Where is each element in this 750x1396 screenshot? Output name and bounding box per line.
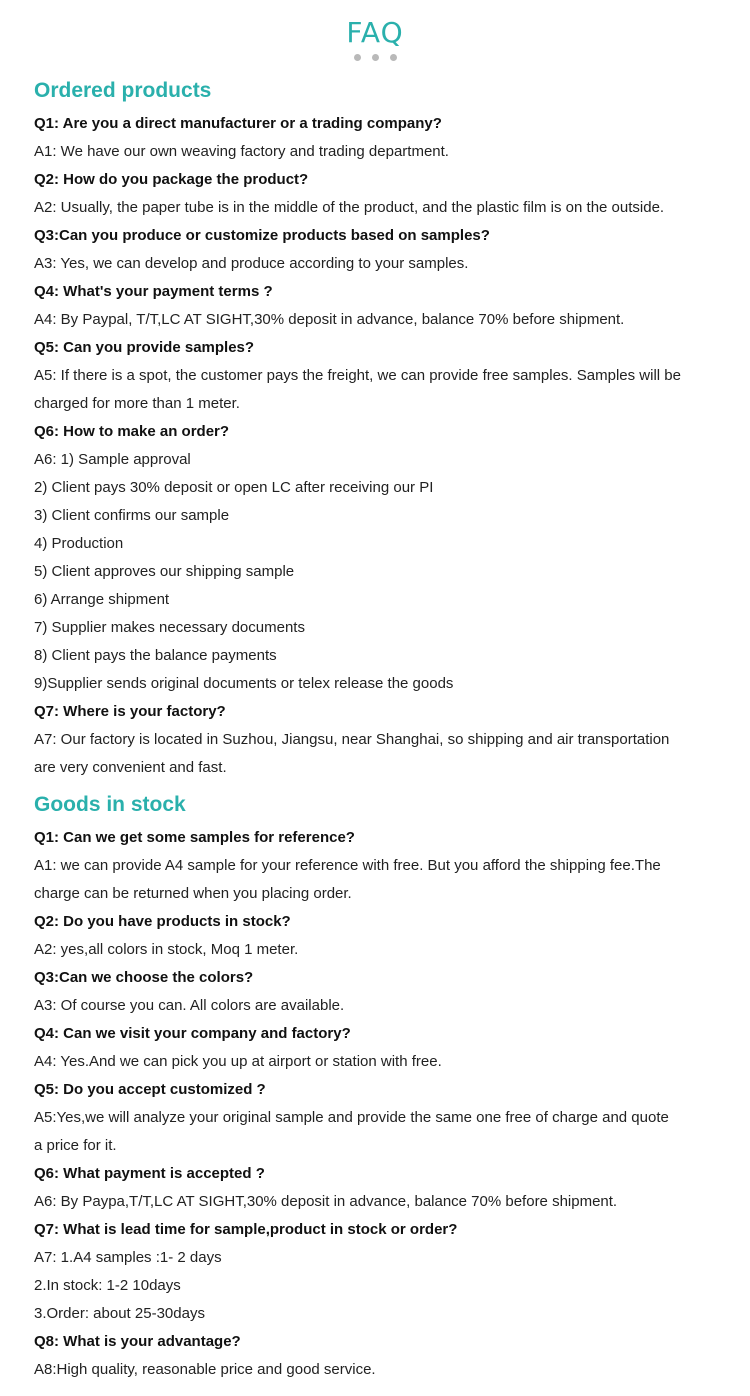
faq-header [0,14,750,62]
faq-answer-step: 2.In stock: 1-2 10days [34,1277,181,1294]
faq-answer: A5:Yes,we will analyze your original sample and provide the same one free of charge and quote [34,1109,669,1126]
faq-question: Q1: Are you a direct manufacturer or a trading company? [34,115,442,132]
faq-answer-step: 5) Client approves our shipping sample [34,563,295,580]
faq-question: Q2: Do you have products in stock? [34,913,291,930]
faq-question: Q2: How do you package the product? [34,171,309,188]
faq-answer: A3: Yes, we can develop and produce according to your samples. [34,255,469,272]
faq-answer-step: 3) Client confirms our sample [34,507,230,524]
faq-answer: A2: yes,all colors in stock, Moq 1 meter. [34,941,299,958]
faq-answer: charged for more than 1 meter. [34,395,240,412]
faq-question: Q7: Where is your factory? [34,703,226,720]
faq-answer: A7: Our factory is located in Suzhou, Jiangsu, near Shanghai, so shipping and air transportation [34,731,670,748]
faq-question: Q3:Can you produce or customize products based on samples? [34,227,490,244]
faq-question: Q6: How to make an order? [34,423,230,440]
faq-answer: A4: Yes.And we can pick you up at airport or station with free. [34,1053,442,1070]
faq-answer-step: 4) Production [34,535,124,552]
faq-answer: A5: If there is a spot, the customer pays the freight, we can provide free samples. Samples will be [34,367,681,384]
section-goods-in-stock [34,790,734,1384]
faq-question: Q5: Do you accept customized ? [34,1081,266,1098]
section-title: Ordered products [34,79,212,102]
section-title: Goods in stock [34,793,186,816]
title-dots-divider [0,54,750,62]
faq-answer-step: 9)Supplier sends original documents or telex release the goods [34,675,454,692]
faq-answer-step: 7) Supplier makes necessary documents [34,619,305,636]
faq-question: Q4: Can we visit your company and factory? [34,1025,351,1042]
faq-answer: A1: we can provide A4 sample for your reference with free. But you afford the shipping fee.The [34,857,661,874]
faq-answer: a price for it. [34,1137,117,1154]
faq-answer: A6: 1) Sample approval [34,451,191,468]
faq-question: Q3:Can we choose the colors? [34,969,254,986]
faq-question: Q1: Can we get some samples for reference? [34,829,355,846]
faq-answer-step: 3.Order: about 25-30days [34,1305,205,1322]
faq-answer: A6: By Paypa,T/T,LC AT SIGHT,30% deposit in advance, balance 70% before shipment. [34,1193,618,1210]
dot-icon [354,54,361,61]
faq-answer: A2: Usually, the paper tube is in the middle of the product, and the plastic film is on the outside. [34,199,665,216]
faq-answer-step: 2) Client pays 30% deposit or open LC after receiving our PI [34,479,434,496]
faq-answer: A7: 1.A4 samples :1- 2 days [34,1249,222,1266]
faq-answer: A4: By Paypal, T/T,LC AT SIGHT,30% deposit in advance, balance 70% before shipment. [34,311,625,328]
faq-content [34,76,734,1384]
faq-question: Q6: What payment is accepted ? [34,1165,265,1182]
faq-answer-step: 8) Client pays the balance payments [34,647,277,664]
faq-answer: A8:High quality, reasonable price and good service. [34,1361,376,1378]
dot-icon [372,54,379,61]
faq-answer: A1: We have our own weaving factory and trading department. [34,143,449,160]
page-title: FAQ [346,16,404,49]
section-ordered-products [34,76,734,782]
faq-answer: charge can be returned when you placing order. [34,885,352,902]
faq-question: Q7: What is lead time for sample,product in stock or order? [34,1221,458,1238]
faq-answer-step: 6) Arrange shipment [34,591,170,608]
dot-icon [390,54,397,61]
faq-answer: A3: Of course you can. All colors are available. [34,997,345,1014]
faq-question: Q8: What is your advantage? [34,1333,241,1350]
faq-question: Q4: What's your payment terms ? [34,283,273,300]
faq-answer: are very convenient and fast. [34,759,227,776]
faq-question: Q5: Can you provide samples? [34,339,255,356]
